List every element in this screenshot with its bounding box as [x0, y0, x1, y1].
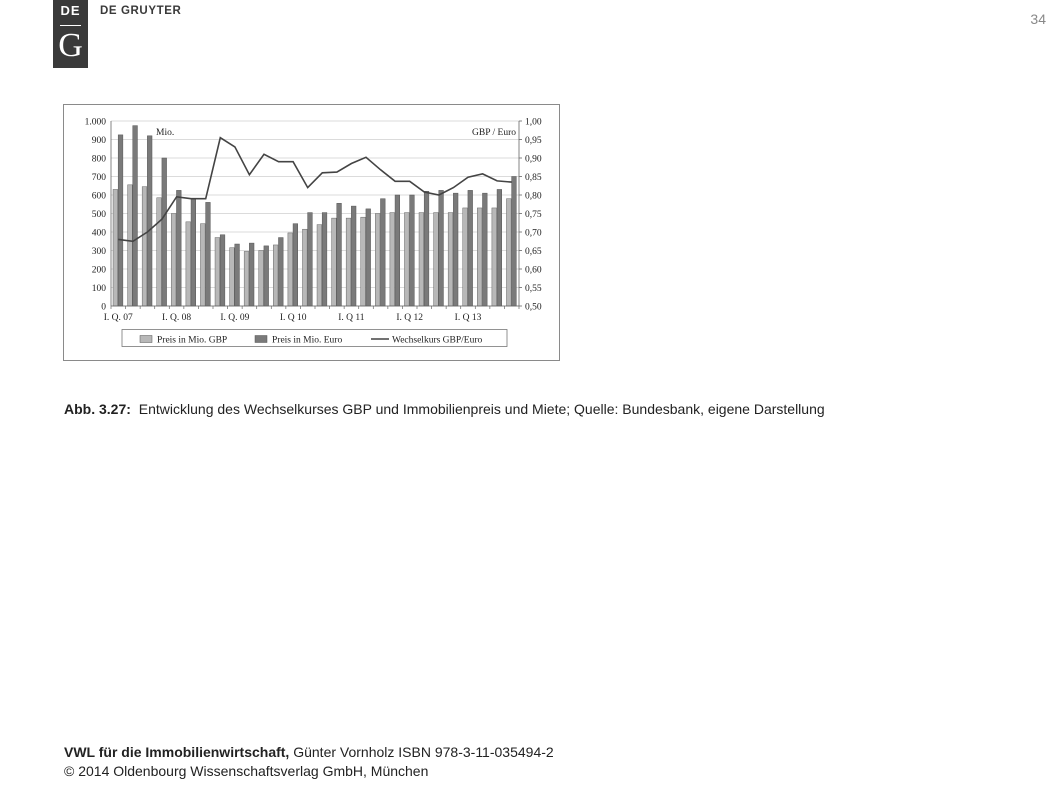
x-tick-label: I. Q 13: [454, 313, 482, 323]
y-left-tick-label: 400: [91, 228, 106, 239]
bar-preis-gbp: [200, 224, 205, 306]
logo-bottom-text: G: [58, 27, 83, 64]
bar-preis-gbp: [332, 218, 337, 306]
footer-copyright: © 2014 Oldenbourg Wissenschaftsverlag GmbH, München: [64, 763, 429, 779]
bar-preis-euro: [249, 243, 254, 306]
y-left-tick-label: 300: [91, 246, 106, 257]
footer-book-info: Günter Vornholz ISBN 978-3-11-035494-2: [293, 744, 554, 760]
footer-book-line: [64, 743, 554, 762]
caption-text: Entwicklung des Wechselkurses GBP und Immobilienpreis und Miete; Quelle: Bundesbank, eigene Darstellung: [138, 401, 825, 417]
bar-preis-euro: [482, 193, 487, 306]
publisher-logo: [53, 0, 88, 68]
bar-preis-euro: [206, 202, 211, 306]
bar-preis-gbp: [492, 208, 497, 306]
y-left-tick-label: 200: [91, 265, 106, 276]
y-right-tick-label: 0,50: [525, 302, 542, 313]
bar-preis-euro: [176, 190, 181, 306]
y-right-tick-label: 0,55: [525, 283, 542, 294]
bar-preis-euro: [424, 191, 429, 306]
bar-preis-euro: [453, 193, 458, 306]
bar-preis-euro: [439, 190, 444, 306]
y-right-tick-label: 1,00: [525, 117, 542, 128]
bar-preis-euro: [366, 209, 371, 306]
bar-preis-gbp: [477, 208, 482, 306]
legend-swatch: [140, 336, 152, 343]
bar-preis-euro: [395, 195, 400, 306]
bar-preis-euro: [380, 199, 385, 306]
bar-preis-euro: [308, 213, 313, 306]
y-left-tick-label: 100: [91, 283, 106, 294]
bar-preis-gbp: [390, 213, 395, 306]
bar-preis-gbp: [404, 213, 409, 306]
x-tick-label: I. Q. 08: [162, 313, 192, 323]
bar-preis-euro: [410, 195, 415, 306]
bar-preis-gbp: [113, 189, 118, 306]
footer: [64, 743, 554, 781]
bar-preis-gbp: [259, 251, 264, 307]
chart-figure: [63, 104, 560, 361]
bar-preis-gbp: [302, 229, 307, 306]
bar-preis-euro: [337, 203, 342, 306]
y-left-tick-label: 500: [91, 209, 106, 220]
exchange-rate-price-chart: [64, 105, 559, 360]
left-axis-unit-label: Mio.: [156, 128, 175, 138]
bar-preis-euro: [162, 158, 167, 306]
bar-preis-euro: [468, 190, 473, 306]
bar-preis-euro: [147, 136, 152, 306]
bar-preis-gbp: [157, 198, 162, 306]
y-right-tick-label: 0,75: [525, 209, 542, 220]
logo-top-text: DE: [60, 3, 81, 18]
y-left-tick-label: 900: [91, 135, 106, 146]
y-left-tick-label: 700: [91, 172, 106, 183]
bar-preis-gbp: [171, 214, 176, 307]
x-tick-label: I. Q 10: [279, 313, 307, 323]
legend-label: Preis in Mio. Euro: [272, 335, 343, 346]
publisher-name: DE GRUYTER: [100, 5, 182, 17]
y-right-tick-label: 0,90: [525, 154, 542, 165]
bar-preis-gbp: [419, 213, 424, 306]
caption-label: Abb. 3.27:: [64, 401, 131, 417]
bar-preis-gbp: [448, 213, 453, 306]
bar-preis-gbp: [244, 251, 249, 306]
bar-preis-gbp: [288, 233, 293, 306]
footer-book-title: VWL für die Immobilienwirtschaft,: [64, 744, 290, 760]
bar-preis-gbp: [463, 208, 468, 306]
bar-preis-euro: [322, 213, 327, 306]
y-right-tick-label: 0,95: [525, 135, 542, 146]
bar-preis-gbp: [361, 217, 366, 306]
bar-layer: [113, 126, 516, 306]
bar-preis-euro: [293, 224, 298, 306]
bar-preis-gbp: [346, 218, 351, 306]
bar-preis-euro: [133, 126, 138, 306]
bar-preis-euro: [118, 135, 123, 306]
legend-label: Preis in Mio. GBP: [157, 335, 228, 346]
bar-preis-euro: [351, 206, 356, 306]
bar-preis-euro: [497, 189, 502, 306]
x-tick-label: I. Q. 09: [220, 313, 250, 323]
page-number: 34: [1030, 11, 1046, 27]
y-left-tick-label: 800: [91, 154, 106, 165]
bar-preis-euro: [512, 177, 517, 307]
y-left-tick-label: 1.000: [84, 117, 106, 128]
y-left-tick-label: 600: [91, 191, 106, 202]
bar-preis-gbp: [215, 238, 220, 306]
bar-preis-euro: [191, 199, 196, 306]
figure-caption: [64, 401, 825, 417]
bar-preis-gbp: [506, 199, 511, 306]
y-right-tick-label: 0,60: [525, 265, 542, 276]
y-right-tick-label: 0,65: [525, 246, 542, 257]
bar-preis-gbp: [230, 248, 235, 306]
bar-preis-gbp: [434, 213, 439, 306]
axis-layer: [85, 117, 542, 323]
bar-preis-gbp: [317, 225, 322, 306]
x-tick-label: I. Q 12: [396, 313, 424, 323]
y-right-tick-label: 0,85: [525, 172, 542, 183]
y-left-tick-label: 0: [101, 302, 106, 313]
bar-preis-euro: [235, 244, 240, 306]
y-right-tick-label: 0,80: [525, 191, 542, 202]
legend-label: Wechselkurs GBP/Euro: [392, 335, 483, 346]
bar-preis-euro: [278, 238, 283, 306]
bar-preis-euro: [264, 246, 269, 306]
bar-preis-gbp: [142, 187, 147, 306]
x-tick-label: I. Q. 07: [103, 313, 133, 323]
legend-swatch: [255, 336, 267, 343]
bar-preis-gbp: [128, 185, 133, 306]
right-axis-unit-label: GBP / Euro: [472, 128, 516, 138]
bar-preis-euro: [220, 235, 225, 306]
legend-layer: [122, 330, 507, 347]
bar-preis-gbp: [273, 245, 278, 306]
bar-preis-gbp: [186, 222, 191, 306]
bar-preis-gbp: [375, 214, 380, 307]
y-right-tick-label: 0,70: [525, 228, 542, 239]
x-tick-label: I. Q 11: [338, 313, 365, 323]
